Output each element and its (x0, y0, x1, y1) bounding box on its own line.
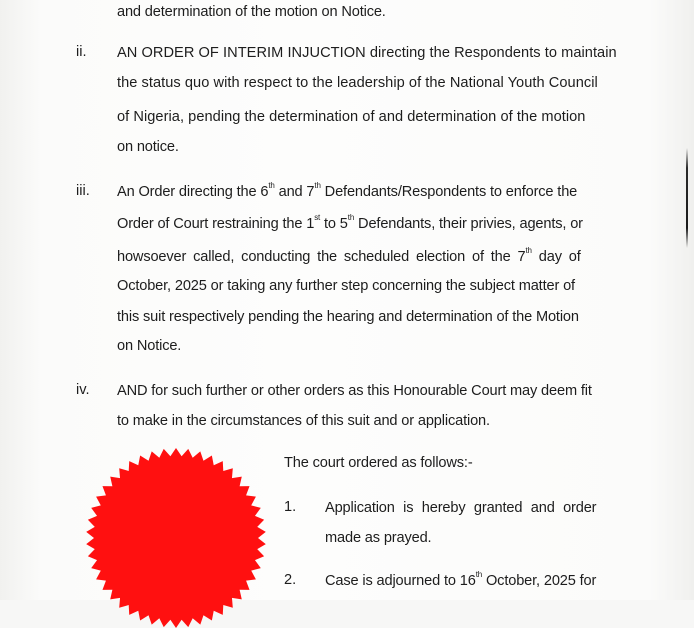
prayer-ii-line-4: on notice. (117, 139, 179, 155)
prayer-iv-line-1: AND for such further or other orders as this Honourable Court may deem fit (117, 383, 592, 399)
prayer-ii-line-2: the status quo with respect to the leadership of the National Youth Council (117, 75, 598, 91)
prayer-iii-line-2: Order of Court restraining the 1st to 5th Defendants, their privies, agents, or (117, 213, 583, 232)
page-edge-shadow (686, 148, 688, 248)
order-2-line-1: Case is adjourned to 16th October, 2025 for (325, 570, 597, 589)
court-seal-icon (86, 448, 266, 628)
prayer-iii-line-3: howsoever called, conducting the scheduled election of the 7th day of (117, 246, 581, 265)
order-1-line-1: Application is hereby granted and order (325, 500, 597, 516)
court-order-heading: The court ordered as follows:- (284, 455, 473, 471)
prayer-iii-line-1: An Order directing the 6th and 7th Defendants/Respondents to enforce the (117, 181, 578, 200)
prayer-iii-line-5: this suit respectively pending the hearing and determination of the Motion (117, 309, 579, 325)
prayer-iv-line-2: to make in the circumstances of this suit and or application. (117, 413, 490, 429)
order-number-1: 1. (284, 499, 297, 515)
prayer-numeral-ii: ii. (76, 44, 87, 60)
prayer-ii-line-3: of Nigeria, pending the determination of and determination of the motion (117, 109, 586, 125)
order-number-2: 2. (284, 572, 297, 588)
order-1-line-2: made as prayed. (325, 530, 432, 546)
prayer-iii-line-6: on Notice. (117, 338, 182, 354)
continuation-line: and determination of the motion on Notice. (117, 4, 386, 20)
prayer-ii-line-1: AN ORDER OF INTERIM INJUCTION directing the Respondents to maintain (117, 45, 617, 61)
prayer-iii-line-4: October, 2025 or taking any further step concerning the subject matter of (117, 278, 575, 294)
prayer-numeral-iv: iv. (76, 382, 90, 398)
prayer-numeral-iii: iii. (76, 183, 90, 199)
